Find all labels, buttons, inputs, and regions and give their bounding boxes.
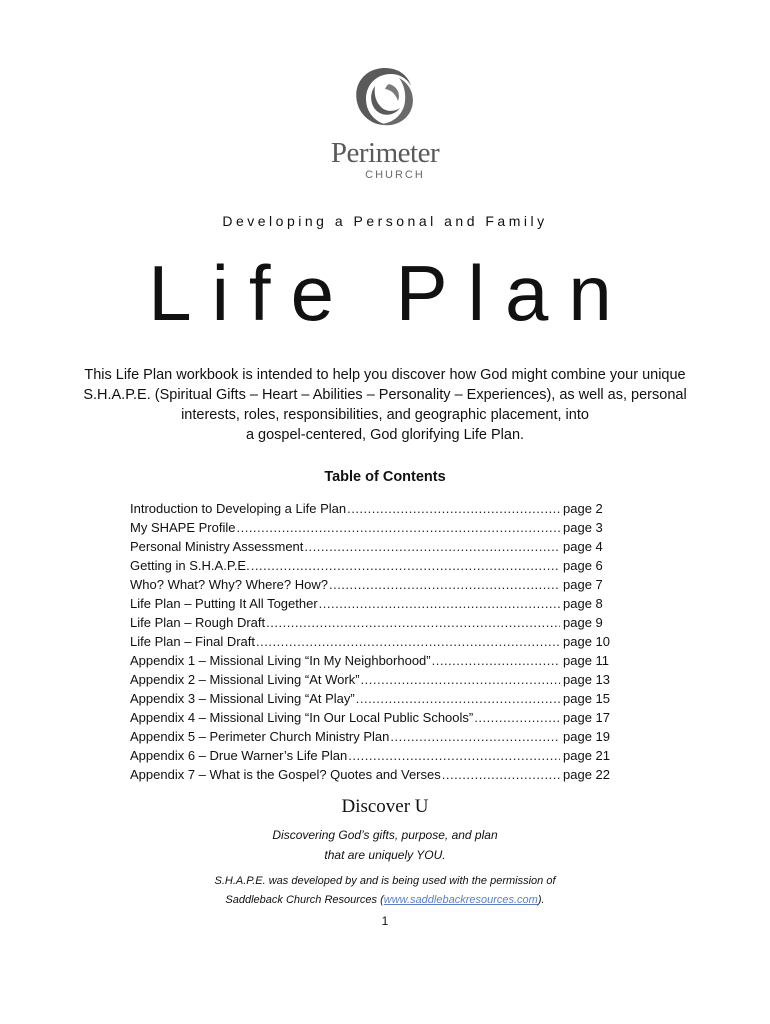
toc-entry-label: Appendix 1 – Missional Living “In My Neighborhood” xyxy=(130,653,431,668)
toc-leader-dots xyxy=(474,708,560,727)
toc-entry-page: page 8 xyxy=(563,596,603,611)
toc-entry-page: page 7 xyxy=(563,577,603,592)
toc-entry-page: page 17 xyxy=(563,710,610,725)
swirl-logo-icon xyxy=(345,62,425,136)
toc-entry-label: Appendix 2 – Missional Living “At Work” xyxy=(130,672,360,687)
intro-line: This Life Plan workbook is intended to help you discover how God might combine your unique xyxy=(84,367,686,383)
toc-entry-page: page 21 xyxy=(563,748,610,763)
toc-entry-label: Life Plan – Putting It All Together xyxy=(130,596,318,611)
toc-entry xyxy=(130,632,610,651)
toc-entry-label: Appendix 5 – Perimeter Church Ministry Plan xyxy=(130,729,390,744)
toc-leader-dots xyxy=(356,689,560,708)
toc-heading: Table of Contents xyxy=(324,469,446,485)
toc-entry-label: Who? What? Why? Where? How? xyxy=(130,577,328,592)
credit-line xyxy=(0,891,770,910)
toc-entry xyxy=(130,689,610,708)
toc-entry xyxy=(130,708,610,727)
toc-entry-label: Appendix 3 – Missional Living “At Play” xyxy=(130,691,355,706)
toc-entry-label: Appendix 6 – Drue Warner’s Life Plan xyxy=(130,748,348,763)
intro-line: a gospel-centered, God glorifying Life Plan. xyxy=(245,427,525,443)
credit-suffix: ). xyxy=(537,894,545,906)
intro-line: interests, roles, responsibilities, and geographic placement, into xyxy=(181,407,589,423)
toc-entry xyxy=(130,746,610,765)
saddleback-link[interactable]: www.saddlebackresources.com xyxy=(383,894,538,906)
toc-entry xyxy=(130,651,610,670)
credit-line: S.H.A.P.E. was developed by and is being used with the permission of xyxy=(214,875,556,887)
toc-entry-label: Getting in S.H.A.P.E. xyxy=(130,558,250,573)
toc-leader-dots xyxy=(361,670,560,689)
toc-leader-dots xyxy=(347,499,560,518)
toc-leader-dots xyxy=(304,537,560,556)
toc-leader-dots xyxy=(432,651,560,670)
toc-entry-page: page 3 xyxy=(563,520,603,535)
toc-entry xyxy=(130,518,610,537)
toc-entry-page: page 11 xyxy=(563,653,610,668)
tagline-line: Discovering God’s gifts, purpose, and plan xyxy=(272,828,498,842)
toc-entry-page: page 15 xyxy=(563,691,610,706)
toc-entry xyxy=(130,556,610,575)
table-of-contents xyxy=(130,499,610,784)
toc-entry-label: Personal Ministry Assessment xyxy=(130,539,304,554)
toc-leader-dots xyxy=(348,746,560,765)
toc-entry xyxy=(130,499,610,518)
toc-entry-page: page 6 xyxy=(563,558,603,573)
intro-line: S.H.A.P.E. (Spiritual Gifts – Heart – Abilities – Personality – Experiences), as well as, personal xyxy=(83,387,687,403)
toc-entry-page: page 4 xyxy=(563,539,603,554)
toc-entry-label: Life Plan – Final Draft xyxy=(130,634,256,649)
toc-entry xyxy=(130,727,610,746)
toc-entry-label: Life Plan – Rough Draft xyxy=(130,615,266,630)
tagline-line: that are uniquely YOU. xyxy=(324,848,446,862)
toc-leader-dots xyxy=(442,765,560,784)
toc-leader-dots xyxy=(319,594,560,613)
credit-note xyxy=(0,872,770,910)
toc-entry xyxy=(130,670,610,689)
toc-entry xyxy=(130,537,610,556)
document-subtitle: Developing a Personal and Family xyxy=(222,213,548,229)
toc-leader-dots xyxy=(390,727,560,746)
church-logo xyxy=(0,62,770,182)
tagline xyxy=(0,825,770,865)
logo-name: Perimeter xyxy=(330,137,440,169)
toc-leader-dots xyxy=(236,518,560,537)
discover-heading: Discover U xyxy=(341,796,429,817)
logo-subtitle: CHURCH xyxy=(365,169,425,181)
toc-leader-dots xyxy=(251,556,560,575)
toc-entry xyxy=(130,613,610,632)
toc-entry-page: page 2 xyxy=(563,501,603,516)
page-number: 1 xyxy=(381,914,389,928)
toc-leader-dots xyxy=(266,613,560,632)
toc-entry-page: page 19 xyxy=(563,729,610,744)
toc-entry xyxy=(130,575,610,594)
toc-entry-page: page 9 xyxy=(563,615,603,630)
toc-entry-label: Appendix 4 – Missional Living “In Our Local Public Schools” xyxy=(130,710,474,725)
toc-leader-dots xyxy=(256,632,560,651)
toc-entry xyxy=(130,765,610,784)
toc-entry-label: Introduction to Developing a Life Plan xyxy=(130,501,347,516)
toc-entry-page: page 10 xyxy=(563,634,610,649)
credit-prefix: Saddleback Church Resources ( xyxy=(225,894,384,906)
document-title: Life Plan xyxy=(148,249,632,337)
toc-entry-page: page 13 xyxy=(563,672,610,687)
toc-entry-page: page 22 xyxy=(563,767,610,782)
intro-paragraph xyxy=(55,365,715,445)
toc-entry-label: My SHAPE Profile xyxy=(130,520,236,535)
toc-entry xyxy=(130,594,610,613)
toc-entry-label: Appendix 7 – What is the Gospel? Quotes and Verses xyxy=(130,767,441,782)
toc-leader-dots xyxy=(329,575,560,594)
